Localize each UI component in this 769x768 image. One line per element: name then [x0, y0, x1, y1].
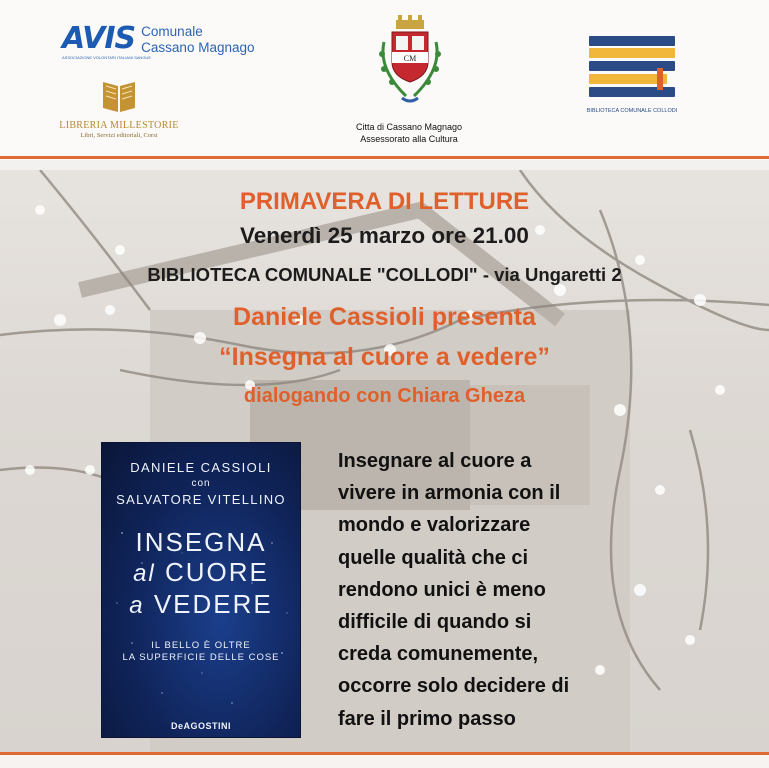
avis-logo-block	[62, 21, 255, 56]
description-line: rendono unici è meno	[338, 578, 546, 601]
crest-letters: CM	[403, 54, 417, 63]
description-line: quelle qualità che ci	[338, 546, 529, 569]
avis-name-line1: Comunale	[141, 24, 203, 39]
header-bottom-rule	[0, 156, 769, 159]
event-venue: BIBLIOTECA COMUNALE "COLLODI" - via Ungaretti 2	[147, 264, 622, 285]
bottom-strip	[0, 755, 769, 768]
libreria-tagline: Libri, Servizi editoriali, Corsi	[80, 132, 158, 139]
event-presenter: Daniele Cassioli presenta	[233, 303, 536, 331]
biblioteca-logo-block	[586, 34, 678, 114]
libreria-name: LIBRERIA MILLESTORIE	[59, 120, 179, 131]
description-line: difficile di quando si	[338, 611, 532, 634]
avis-logo: AVIS	[62, 21, 136, 56]
books-stack-icon	[587, 34, 677, 100]
description-line: creda comunemente,	[338, 643, 539, 666]
description-line: fare il primo passo	[338, 707, 516, 730]
biblioteca-label: BIBLIOTECA COMUNALE COLLODI	[586, 108, 678, 114]
comune-line2: Assessorato alla Cultura	[360, 134, 458, 144]
description-line: occorre solo decidere di	[338, 675, 570, 698]
book-author: DANIELE CASSIOLI	[130, 460, 272, 475]
comune-line1: Citta di Cassano Magnago	[355, 122, 463, 132]
event-series: PRIMAVERA DI LETTURE	[239, 188, 530, 215]
book-with: con	[191, 478, 211, 489]
book-title-line3a: a	[129, 592, 145, 619]
book-subtitle-line1: IL BELLO È OLTRE	[151, 640, 251, 651]
city-crest-icon	[370, 14, 450, 114]
event-title: “Insegna al cuore a vedere”	[219, 343, 550, 371]
book-title-line2b: CUORE	[165, 557, 269, 587]
description-line: vivere in armonia con il	[338, 482, 561, 505]
book-title	[102, 527, 300, 621]
event-dialogue: dialogando con Chiara Gheza	[243, 385, 526, 407]
book-cover	[102, 443, 300, 737]
comune-label	[320, 121, 498, 145]
book-publisher: DeAGOSTINI	[170, 721, 231, 731]
book-description	[338, 445, 638, 735]
book-subtitle	[102, 640, 300, 664]
description-line: Insegnare al cuore a	[338, 450, 532, 472]
book-coauthor: SALVATORE VITELLINO	[116, 492, 286, 507]
open-book-icon	[99, 76, 139, 116]
avis-tagline: ASSOCIAZIONE VOLONTARI ITALIANI SANGUE	[62, 55, 151, 60]
book-title-line1: INSEGNA	[135, 527, 267, 557]
avis-name-line2: Cassano Magnago	[141, 40, 255, 55]
description-line: mondo e valorizzare	[338, 514, 531, 537]
book-title-line3b: VEDERE	[153, 589, 273, 619]
header	[0, 0, 769, 160]
book-title-line2a: al	[133, 560, 156, 587]
book-subtitle-line2: LA SUPERFICIE DELLE COSE	[122, 652, 280, 663]
event-date: Venerdì 25 marzo ore 21.00	[240, 223, 529, 248]
libreria-logo-block	[56, 76, 182, 139]
